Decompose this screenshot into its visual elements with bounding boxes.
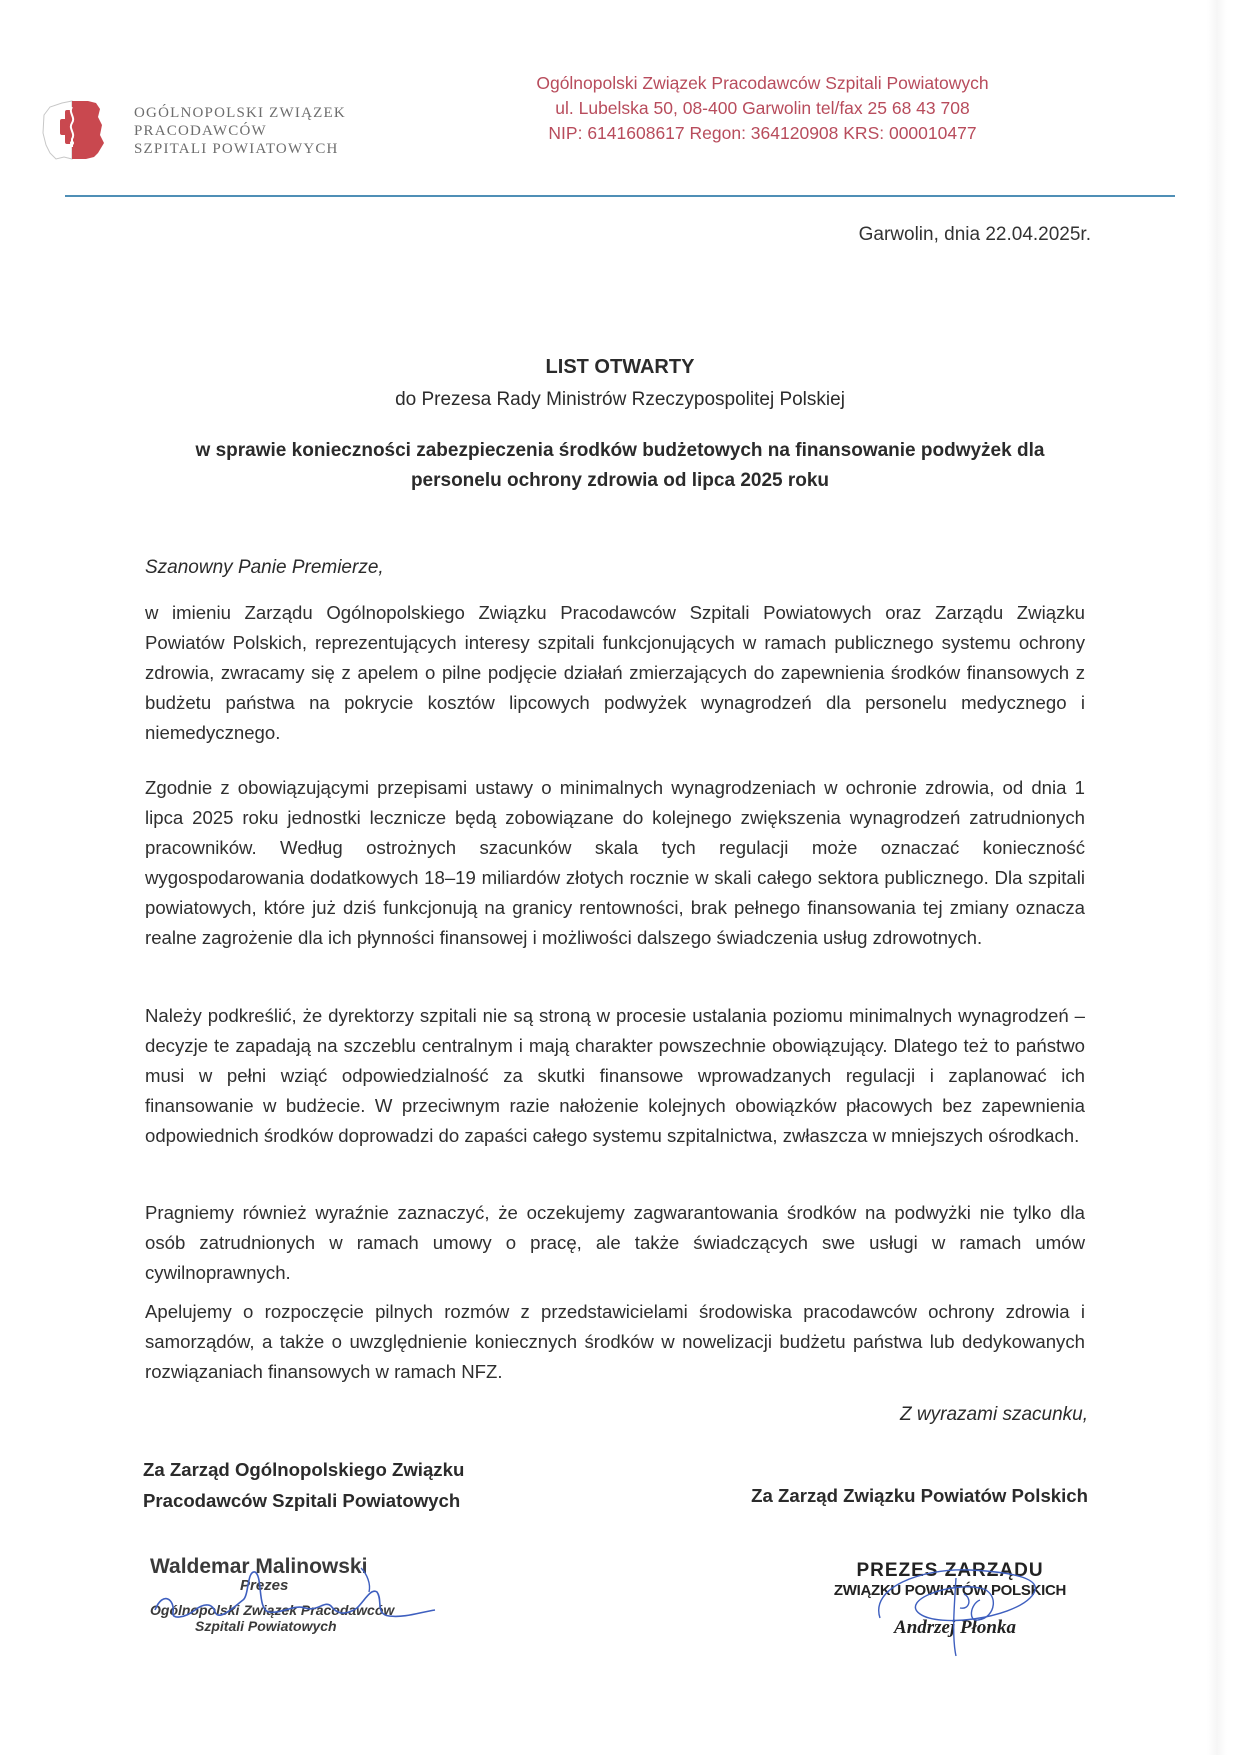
document-addressee: do Prezesa Rady Ministrów Rzeczypospolitej Polskiej: [395, 389, 845, 410]
letter-date: Garwolin, dnia 22.04.2025r.: [858, 224, 1091, 245]
paragraph-text: Zgodnie z obowiązującymi przepisami ustawy o minimalnych wynagrodzeniach w ochronie zdrowia, od dnia 1 lipca 2025 roku jednostki lecznicze będą zobowiązane do kolejnego zwiększenia wynagrodzeń zatrudnionych pracowników. Według ostrożnych szacunków skala tych regulacji może oznaczać konieczność wygospodarowania dodatkowych 18–19 miliardów złotych rocznie w skali całego sektora publicznego. Dla szpitali powiatowych, które już dziś funkcjonują na granicy rentowności, brak pełnego finansowania tej zmiany oznacza realne zagrożenie dla ich płynności finansowej i możliwości dalszego świadczenia usług zdrowotnych.: [145, 777, 1085, 948]
poland-map-medical-cross-icon: [38, 93, 110, 165]
stamp-name: Waldemar Malinowski: [150, 1555, 368, 1578]
paragraph-text: Należy podkreślić, że dyrektorzy szpitali nie są stroną w procesie ustalania poziomu minimalnych wynagrodzeń – decyzje te zapadają na szczeblu centralnym i mają charakter powszechnie obowiązujący. Dlatego też to państwo musi w pełni wziąć odpowiedzialność za skutki finansowe wprowadzanych regulacji i zaplanować ich finansowanie w budżecie. W przeciwnym razie nałożenie kolejnych obowiązków płacowych bez zapewnienia odpowiednich środków doprowadzi do zapaści całego systemu szpitalnictwa, zwłaszcza w mniejszych ośrodkach.: [145, 1005, 1085, 1146]
stamp-organization: Ogólnopolski Związek Pracodawców: [150, 1602, 395, 1618]
letterhead-contact: [520, 71, 1005, 146]
organization-name: Ogólnopolski Związek Pracodawców Szpitali Powiatowych: [536, 73, 989, 93]
body-paragraph: [145, 1001, 1085, 1151]
signatory-label-line: Za Zarząd Ogólnopolskiego Związku: [143, 1459, 465, 1480]
scan-edge-artifact: [1207, 0, 1227, 1755]
closing-phrase: Z wyrazami szacunku,: [900, 1404, 1088, 1425]
paragraph-text: Apelujemy o rozpoczęcie pilnych rozmów z przedstawicielami środowiska pracodawców ochrony zdrowia i samorządów, a także o uwzględnienie koniecznych środków w nowelizacji budżetu państwa lub dedykowanych rozwiązaniach finansowych w ramach NFZ.: [145, 1301, 1085, 1382]
organization-address: ul. Lubelska 50, 08-400 Garwolin tel/fax 25 68 43 708: [555, 98, 970, 118]
body-paragraph: [145, 773, 1085, 953]
right-signature-stamp: [820, 1560, 1080, 1639]
left-signature-stamp: [150, 1555, 440, 1634]
stamp-organization: Szpitali Powiatowych: [195, 1618, 337, 1634]
logo-wordmark: [134, 104, 346, 158]
logo-line: PRACODAWCÓW: [134, 123, 267, 139]
left-signatory-label: [143, 1454, 464, 1516]
logo-line: SZPITALI POWIATOWYCH: [134, 141, 339, 157]
stamp-organization: ZWIĄZKU POWIATÓW POLSKICH: [833, 1582, 1067, 1599]
paragraph-text: w imieniu Zarządu Ogólnopolskiego Związku Pracodawców Szpitali Powiatowych oraz Zarządu Związku Powiatów Polskich, reprezentujących interesy szpitali funkcjonujących w ramach publicznego systemu ochrony zdrowia, zwracamy się z apelem o pilne podjęcie działań zmierzających do zapewnienia środków finansowych z budżetu państwa na pokrycie kosztów lipcowych podwyżek wynagrodzeń dla personelu medycznego i niemedycznego.: [145, 602, 1085, 743]
stamp-name: Andrzej Płonka: [894, 1617, 1016, 1638]
paragraph-text: Pragniemy również wyraźnie zaznaczyć, że oczekujemy zagwarantowania środków na podwyżki nie tylko dla osób zatrudnionych w ramach umowy o pracę, ale także świadczących swe usługi w ramach umów cywilnoprawnych.: [145, 1202, 1085, 1283]
stamp-role: Prezes: [240, 1577, 289, 1594]
document-subject: [150, 436, 1090, 496]
signatory-label-line: Pracodawców Szpitali Powiatowych: [143, 1490, 461, 1511]
organization-logo: [38, 93, 110, 165]
subject-line: personelu ochrony zdrowia od lipca 2025 roku: [410, 470, 830, 491]
letterhead-divider: [65, 195, 1175, 197]
organization-registry: NIP: 6141608617 Regon: 364120908 KRS: 000010477: [548, 123, 977, 143]
body-paragraph: [145, 1297, 1085, 1387]
salutation: Szanowny Panie Premierze,: [145, 557, 384, 578]
document-title: LIST OTWARTY: [545, 356, 695, 378]
body-paragraph: [145, 1198, 1085, 1288]
stamp-title: PREZES ZARZĄDU: [856, 1560, 1044, 1581]
logo-line: OGÓLNOPOLSKI ZWIĄZEK: [134, 105, 346, 121]
subject-line: w sprawie konieczności zabezpieczenia środków budżetowych na finansowanie podwyżek dla: [195, 440, 1045, 461]
body-paragraph: [145, 598, 1085, 748]
right-signatory-label: Za Zarząd Związku Powiatów Polskich: [751, 1485, 1088, 1506]
